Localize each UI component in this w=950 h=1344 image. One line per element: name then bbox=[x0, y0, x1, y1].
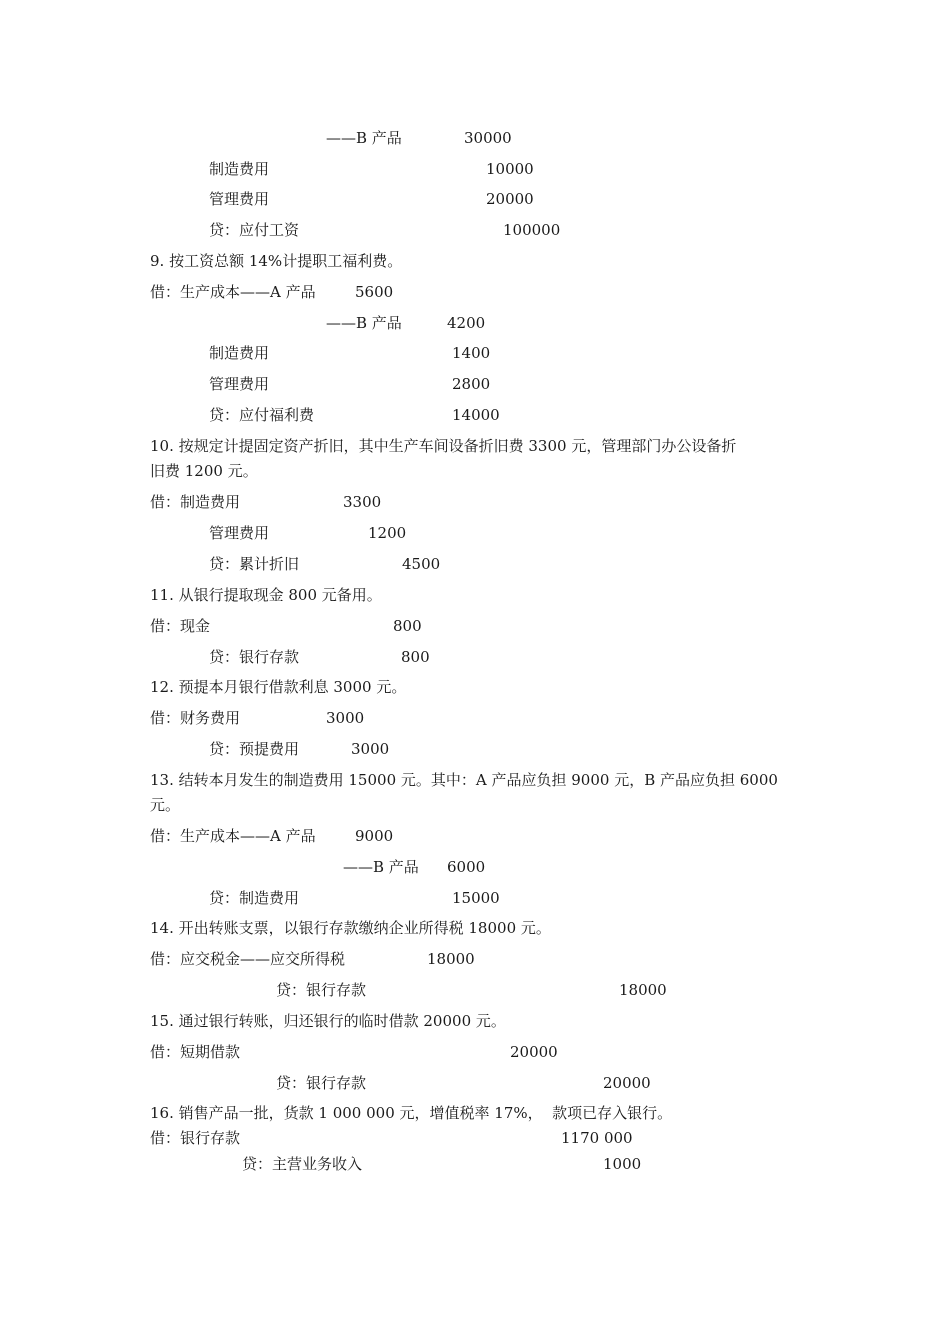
entry-amount: 3000 bbox=[351, 740, 390, 758]
entry-amount: 1400 bbox=[452, 344, 491, 362]
entry-amount: 20000 bbox=[603, 1074, 651, 1092]
entry-text: 制造费用 bbox=[209, 160, 270, 178]
entry-text: 借：现金 bbox=[150, 617, 211, 635]
entry-amount: 2800 bbox=[452, 375, 491, 393]
entry-amount: 15000 bbox=[452, 889, 500, 907]
entry-text: 借：财务费用 bbox=[150, 709, 241, 727]
entry-text: 贷：银行存款 bbox=[276, 1074, 367, 1092]
entry-text: 贷：银行存款 bbox=[276, 981, 367, 999]
item-heading: 9. 按工资总额 14%计提职工福利费。 bbox=[150, 252, 403, 270]
entry-text: 借：制造费用 bbox=[150, 493, 241, 511]
entry-text: 制造费用 bbox=[209, 344, 270, 362]
entry-amount: 14000 bbox=[452, 406, 500, 424]
entry-text: ——B 产品 bbox=[326, 314, 402, 332]
entry-amount: 5600 bbox=[355, 283, 394, 301]
entry-amount: 4200 bbox=[447, 314, 486, 332]
entry-amount: 1200 bbox=[368, 524, 407, 542]
entry-text: 贷：预提费用 bbox=[209, 740, 300, 758]
entry-text: 借：短期借款 bbox=[150, 1043, 241, 1061]
entry-text: 管理费用 bbox=[209, 375, 270, 393]
entry-amount: 100000 bbox=[503, 221, 561, 239]
entry-amount: 30000 bbox=[464, 129, 512, 147]
entry-amount: 800 bbox=[393, 617, 422, 635]
entry-amount: 10000 bbox=[486, 160, 534, 178]
entry-text: 借：应交税金——应交所得税 bbox=[150, 950, 346, 968]
entry-amount: 1170 000 bbox=[561, 1129, 633, 1147]
item-heading: 10. 按规定计提固定资产折旧，其中生产车间设备折旧费 3300 元，管理部门办公设备折 bbox=[150, 437, 737, 455]
entry-text: 借：生产成本——A 产品 bbox=[150, 283, 316, 301]
entry-amount: 6000 bbox=[447, 858, 486, 876]
entry-text: 贷：累计折旧 bbox=[209, 555, 300, 573]
entry-amount: 4500 bbox=[402, 555, 441, 573]
entry-text: 贷：制造费用 bbox=[209, 889, 300, 907]
entry-text: 贷：主营业务收入 bbox=[242, 1155, 363, 1173]
item-heading-cont: 元。 bbox=[150, 796, 181, 814]
entry-text: 管理费用 bbox=[209, 190, 270, 208]
entry-amount: 3300 bbox=[343, 493, 382, 511]
item-heading: 12. 预提本月银行借款利息 3000 元。 bbox=[150, 678, 407, 696]
item-heading: 11. 从银行提取现金 800 元备用。 bbox=[150, 586, 382, 604]
entry-text: ——B 产品 bbox=[343, 858, 419, 876]
entry-amount: 3000 bbox=[326, 709, 365, 727]
item-heading: 15. 通过银行转账，归还银行的临时借款 20000 元。 bbox=[150, 1012, 506, 1030]
item-heading-cont: 旧费 1200 元。 bbox=[150, 462, 258, 480]
entry-text: 借：银行存款 bbox=[150, 1129, 241, 1147]
item-heading: 13. 结转本月发生的制造费用 15000 元。其中：A 产品应负担 9000 元，B 产品应负担 6000 bbox=[150, 771, 778, 789]
entry-text: 贷：银行存款 bbox=[209, 648, 300, 666]
entry-text: 管理费用 bbox=[209, 524, 270, 542]
item-heading: 16. 销售产品一批，货款 1 000 000 元，增值税率 17%， 款项已存入银行。 bbox=[150, 1104, 673, 1122]
entry-amount: 800 bbox=[401, 648, 430, 666]
entry-amount: 20000 bbox=[486, 190, 534, 208]
entry-text: 贷：应付福利费 bbox=[209, 406, 315, 424]
entry-amount: 20000 bbox=[510, 1043, 558, 1061]
entry-text: ——B 产品 bbox=[326, 129, 402, 147]
entry-amount: 1000 bbox=[603, 1155, 642, 1173]
entry-amount: 18000 bbox=[427, 950, 475, 968]
item-heading: 14. 开出转账支票，以银行存款缴纳企业所得税 18000 元。 bbox=[150, 919, 551, 937]
entry-amount: 18000 bbox=[619, 981, 667, 999]
entry-amount: 9000 bbox=[355, 827, 394, 845]
entry-text: 借：生产成本——A 产品 bbox=[150, 827, 316, 845]
entry-text: 贷：应付工资 bbox=[209, 221, 300, 239]
